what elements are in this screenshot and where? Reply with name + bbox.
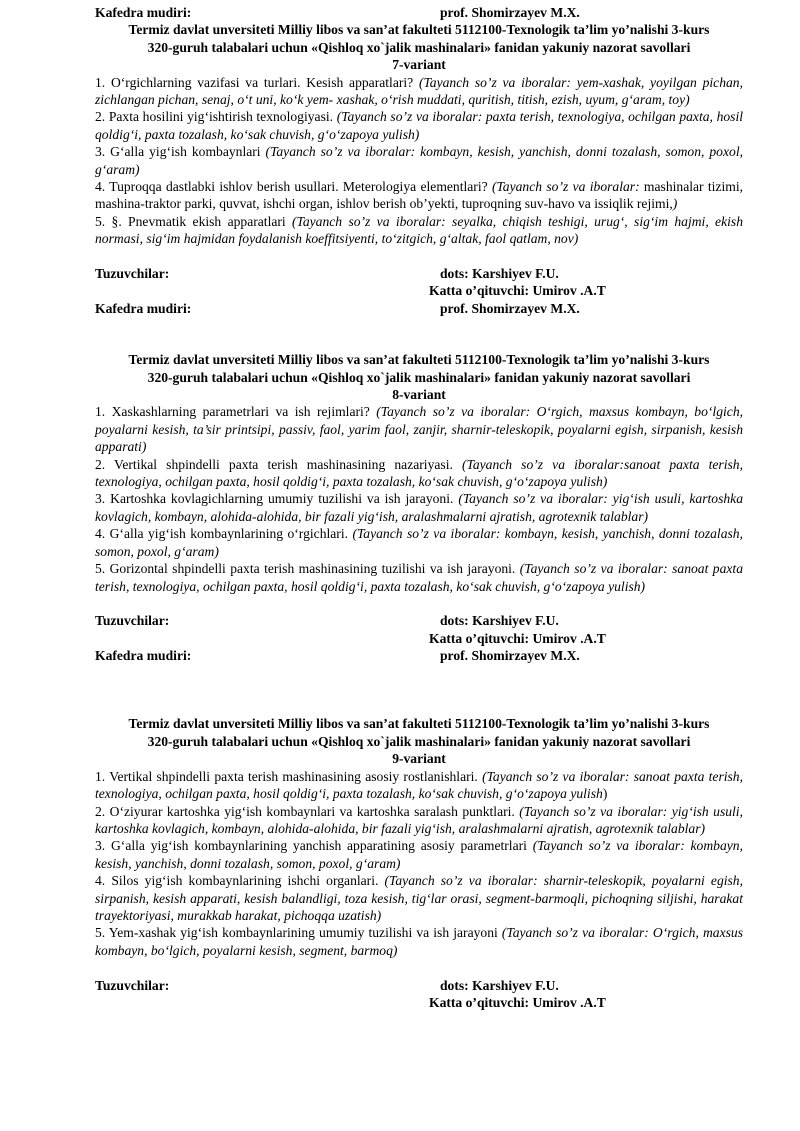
variant-label: 9-variant: [392, 751, 446, 767]
question-item: 2. O‘ziyurar kartoshka yig‘ish kombaynlari va kartoshka saralash punktlari. (Tayanch so’z va iboralar: yig‘ish usuli, kartoshka kovlagich, kombayn, alohida-alohida, bir fazali yig‘ish, aralashmalarni ajratish, agrotexnik talablar): [95, 803, 743, 836]
chair-label: Kafedra mudiri:: [95, 648, 192, 664]
chair-name: prof. Shomirzayev M.X.: [440, 648, 580, 664]
author2-signature: [95, 282, 743, 299]
author-name: Katta o’qituvchi: Umirov .A.T: [429, 630, 606, 646]
variant-section-9: [95, 715, 743, 1011]
question-item: 3. G‘alla yig‘ish kombaynlari (Tayanch so’z va iboralar: kombayn, kesish, yanchish, donni tozalash, somon, poxol, g‘aram): [95, 144, 743, 177]
authors-label: Tuzuvchilar:: [95, 266, 170, 282]
author2-signature: [95, 630, 743, 647]
authors-signature: [95, 977, 743, 994]
chair-signature: [95, 647, 743, 664]
question-item: 4. G‘alla yig‘ish kombaynlarining o‘rgichlari. (Tayanch so’z va iboralar: kombayn, kesish, yanchish, donni tozalash, somon, poxol, g‘aram): [95, 526, 743, 559]
author-name: Katta o’qituvchi: Umirov .A.T: [429, 994, 606, 1010]
author2-signature: [95, 994, 743, 1011]
authors-signature: [95, 612, 743, 629]
question-item: 3. Kartoshka kovlagichlarning umumiy tuzilishi va ish jarayoni. (Tayanch so’z va iboralar: yig‘ish usuli, kartoshka kovlagich, kombayn, alohida-alohida, bir fazali yig‘ish, aralashmalarni ajratish, agrotexnik talablar): [95, 491, 744, 524]
authors-label: Tuzuvchilar:: [95, 977, 170, 993]
question-item: 5. Yem-xashak yig‘ish kombaynlarining umumiy tuzilishi va ish jarayoni (Tayanch so’z va iboralar: O‘rgich, maxsus kombayn, bo‘lgich, poyalarni kesish, segment, barmoq): [95, 925, 743, 958]
question-item: 1. Vertikal shpindelli paxta terish mashinasining asosiy rostlanishlari. (Tayanch so’z va iboralar: sanoat paxta terish, texnologiya, ochilgan paxta, hosil qoldig‘i, paxta tozalash, ko‘sak chuvish, g‘o‘zapoya yulish): [95, 768, 743, 802]
chair-label: Kafedra mudiri:: [95, 300, 192, 316]
chair-label: Kafedra mudiri:: [95, 5, 192, 20]
variant-section-8: [95, 351, 743, 664]
authors-signature: [95, 265, 743, 282]
question-item: 2. Paxta hosilini yig‘ishtirish texnologiyasi. (Tayanch so’z va iboralar: paxta terish, texnologiya, ochilgan paxta, hosil qoldig‘i, paxta tozalash, ko‘sak chuvish, g‘o‘zapoya yulish): [95, 109, 744, 142]
question-item: 2. Vertikal shpindelli paxta terish mashinasining nazariyasi. (Tayanch so’z va iboralar:sanoat paxta terish, texnologiya, ochilgan paxta, hosil qoldig‘i, paxta tozalash, ko‘sak chuvish, g‘o‘zapoya yulish): [95, 456, 743, 490]
question-item: 1. Xaskashlarning parametrlari va ish rejimlari? (Tayanch so’z va iboralar: O‘rgich, maxsus kombayn, bo‘lgich, poyalarni kesish, ta’sir printsipi, passiv, faol, yarim faol, zanjir, sharnir-teleskopik, poyalarni egish, sirpanish, kesish apparati): [95, 404, 744, 455]
chair-signature: [95, 300, 743, 317]
question-item: 4. Silos yig‘ish kombaynlarining ishchi organlari. (Tayanch so’z va iboralar: sharnir-teleskopik, poyalarni egish, sirpanish, kesish apparati, kesish balandligi, toza kesish, tig‘lar orasi, segment-barmoqli, pichoqning siljishi, harakat trayektoriyasi, murakkab harakat, pichoqqa uzatish): [95, 873, 743, 923]
document-title-line-2: 320-guruh talabalari uchun «Qishloq xo`jalik mashinalari» fanidan yakuniy nazorat savollari: [147, 39, 691, 55]
author-name: dots: Karshiyev F.U.: [440, 613, 559, 629]
document-title-line-1: Termiz davlat unversiteti Milliy libos va san’at fakulteti 5112100-Texnologik ta’lim yo’nalishi 3-kurs: [128, 22, 710, 38]
chair-signature-top: [95, 4, 743, 21]
authors-label: Tuzuvchilar:: [95, 613, 170, 629]
variant-label: 7-variant: [392, 57, 446, 73]
question-item: 5. §. Pnevmatik ekish apparatlari (Tayanch so’z va iboralar: seyalka, chiqish teshigi, urug‘, sig‘im hajmi, ekish normasi, sig‘im hajmidan foydalanish koeffitsiyenti, to‘zitgich, g‘altak, faol qatlam, nov): [95, 213, 743, 247]
document-title-line-1: Termiz davlat unversiteti Milliy libos va san’at fakulteti 5112100-Texnologik ta’lim yo’nalishi 3-kurs: [128, 716, 710, 732]
question-item: 5. Gorizontal shpindelli paxta terish mashinasining tuzilishi va ish jarayoni. (Tayanch so’z va iboralar: sanoat paxta terish, texnologiya, ochilgan paxta, hosil qoldig‘i, paxta tozalash, ko‘sak chuvish, g‘o‘zapoya yulish): [95, 561, 743, 594]
variant-label: 8-variant: [392, 387, 446, 403]
question-item: 1. O‘rgichlarning vazifasi va turlari. Kesish apparatlari? (Tayanch so’z va iboralar: yem-xashak, yoyilgan pichan, zichlangan pichan, senaj, o‘t uni, ko‘k yem- xashak, o‘rish muddati, quritish, titish, ezish, uyum, g‘aram, toy): [95, 74, 744, 108]
document-title-line-2: 320-guruh talabalari uchun «Qishloq xo`jalik mashinalari» fanidan yakuniy nazorat savollari: [147, 733, 691, 749]
author-name: dots: Karshiyev F.U.: [440, 977, 559, 993]
question-item: 4. Tuproqqa dastlabki ishlov berish usullari. Meterologiya elementlari? (Tayanch so’z va iboralar: mashinalar tizimi, mashina-traktor parki, quvvat, ishchi organ, ishlov berish ob’yekti, tuproqning suv-havo va issiqlik rejimi,): [95, 179, 743, 212]
chair-name: prof. Shomirzayev M.X.: [440, 300, 580, 316]
document-title-line-2: 320-guruh talabalari uchun «Qishloq xo`jalik mashinalari» fanidan yakuniy nazorat savollari: [147, 369, 691, 385]
document-title-line-1: Termiz davlat unversiteti Milliy libos va san’at fakulteti 5112100-Texnologik ta’lim yo’nalishi 3-kurs: [128, 352, 710, 368]
question-item: 3. G‘alla yig‘ish kombaynlarining yanchish apparatining asosiy parametrlari (Tayanch so’z va iboralar: kombayn, kesish, yanchish, donni tozalash, somon, poxol, g‘aram): [95, 838, 743, 871]
author-name: dots: Karshiyev F.U.: [440, 266, 559, 282]
author-name: Katta o’qituvchi: Umirov .A.T: [429, 283, 606, 299]
exam-document: [95, 4, 743, 1011]
variant-section-7: [95, 21, 743, 317]
chair-name: prof. Shomirzayev M.X.: [440, 5, 580, 20]
